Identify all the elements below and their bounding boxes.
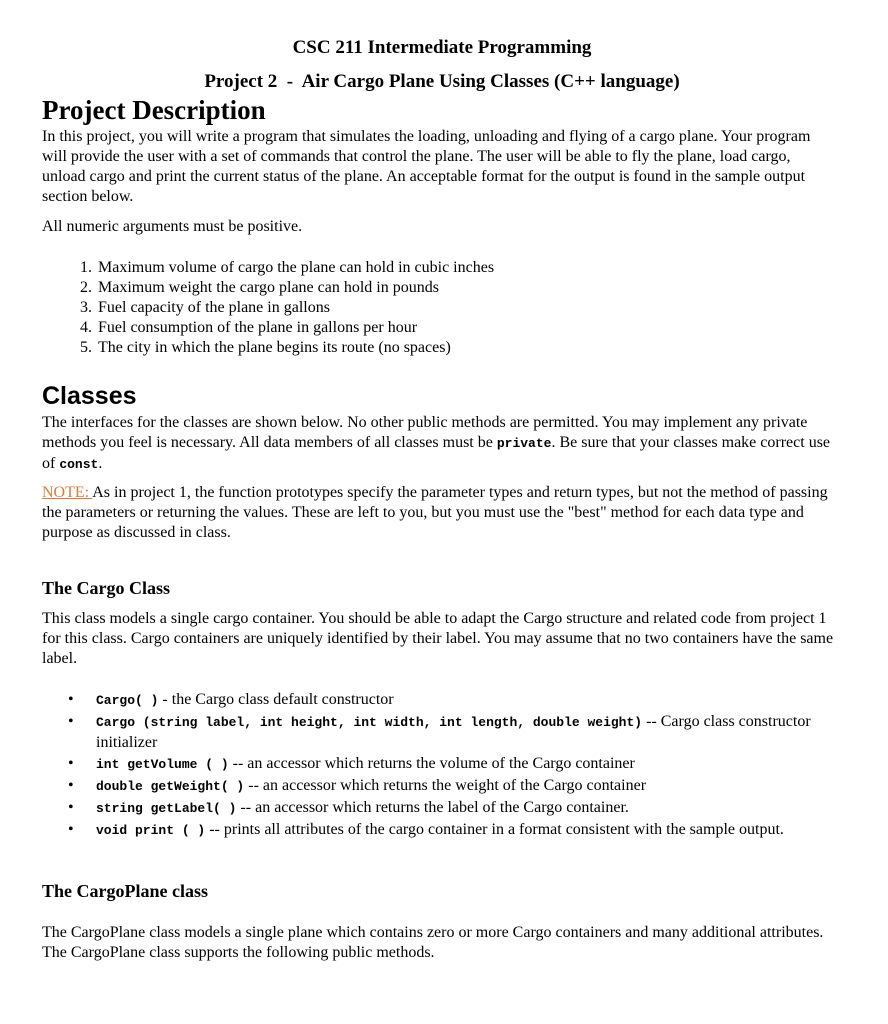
method-signature: string getLabel( ) xyxy=(96,801,237,816)
cargo-method-list xyxy=(42,690,856,842)
argument-item: 4. Fuel consumption of the plane in gallons per hour xyxy=(96,318,836,338)
method-signature: void print ( ) xyxy=(96,823,206,838)
note-paragraph xyxy=(42,483,838,543)
method-description: -- an accessor which returns the label of the Cargo container. xyxy=(236,799,629,816)
method-item xyxy=(96,712,856,753)
method-signature: Cargo( ) xyxy=(96,693,159,708)
method-description: -- Cargo class constructor initializer xyxy=(96,713,811,751)
project-description-heading: Project Description xyxy=(42,95,266,125)
method-item xyxy=(96,798,856,819)
cargoplane-class-intro: The CargoPlane class models a single plane which contains zero or more Cargo containers and many additional attributes. The CargoPlane class supports the following public methods. xyxy=(42,924,824,961)
project-title: Project 2 - Air Cargo Plane Using Classes (C++ language) xyxy=(204,71,680,92)
method-signature: Cargo (string label, int height, int width, int length, double weight) xyxy=(96,715,643,730)
method-description: -- an accessor which returns the volume of the Cargo container xyxy=(228,755,635,772)
classes-intro-part3: . xyxy=(98,455,103,472)
const-keyword: const xyxy=(59,457,99,472)
method-item xyxy=(96,776,856,797)
course-title: CSC 211 Intermediate Programming xyxy=(292,37,592,58)
cargo-class-intro: This class models a single cargo container. You should be able to adapt the Cargo structure and related code from project 1 for this class. Cargo containers are uniquely identified by their label. You may assume that no two containers have the same label. xyxy=(42,610,834,667)
private-keyword: private xyxy=(496,436,552,451)
note-text: As in project 1, the function prototypes specify the parameter types and return types, but not the method of passing the parameters or returning the values. These are left to you, but you must use the "best" method for each data type and purpose as discussed in class. xyxy=(42,484,828,541)
classes-heading: Classes xyxy=(42,382,137,410)
method-description: - the Cargo class default constructor xyxy=(158,691,394,708)
note-label: NOTE: xyxy=(42,484,93,501)
project-description-text: In this project, you will write a program that simulates the loading, unloading and flying of a cargo plane. Your program will provide the user with a set of commands that control the plane. The user will be able to fly the plane, load cargo, unload cargo and print the current status of the plane. An acceptable format for the output is found in the sample output section below. xyxy=(42,128,811,205)
method-item xyxy=(96,820,856,841)
classes-intro-part2: . Be sure that your classes make correct use of xyxy=(42,434,831,472)
method-item xyxy=(96,754,856,775)
argument-item: 3. Fuel capacity of the plane in gallons xyxy=(96,298,836,318)
method-signature: double getWeight( ) xyxy=(96,779,245,794)
classes-intro-part1: The interfaces for the classes are shown below. No other public methods are permitted. You may implement any private methods you feel is necessary. All data members of all classes must be xyxy=(42,414,808,451)
classes-intro xyxy=(42,413,838,475)
argument-item: 5. The city in which the plane begins its route (no spaces) xyxy=(96,338,836,358)
cargoplane-class-heading: The CargoPlane class xyxy=(42,881,208,901)
positive-args-note: All numeric arguments must be positive. xyxy=(42,218,303,235)
cargo-class-heading: The Cargo Class xyxy=(42,578,171,598)
argument-item: 2. Maximum weight the cargo plane can hold in pounds xyxy=(96,278,836,298)
method-description: -- prints all attributes of the cargo container in a format consistent with the sample output. xyxy=(205,821,784,838)
method-item xyxy=(96,690,856,711)
argument-item: 1. Maximum volume of cargo the plane can hold in cubic inches xyxy=(96,258,836,278)
method-signature: int getVolume ( ) xyxy=(96,757,229,772)
method-description: -- an accessor which returns the weight of the Cargo container xyxy=(244,777,647,794)
argument-list xyxy=(42,258,836,358)
